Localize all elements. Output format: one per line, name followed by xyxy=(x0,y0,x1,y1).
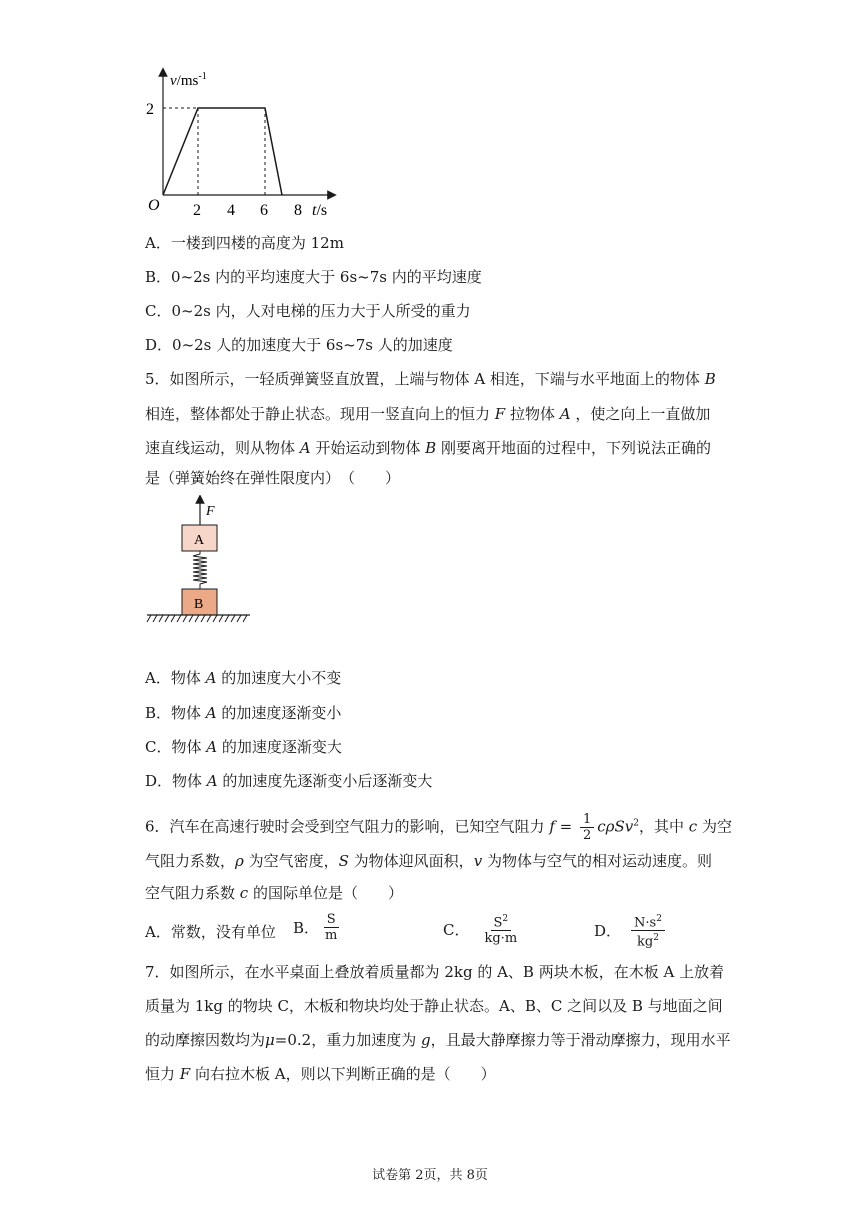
q5-option-b[interactable]: B．物体 A 的加速度逐渐变小 xyxy=(145,704,342,722)
q5-option-d[interactable]: D．物体 A 的加速度先逐渐变小后逐渐变大 xyxy=(145,772,433,790)
velocity-time-graph xyxy=(140,60,340,220)
q7-stem-line2: 质量为 1kg 的物块 C，木板和物块均处于静止状态。A、B、C 之间以及 B 与地面之间 xyxy=(145,997,723,1015)
q4-option-b[interactable]: B．0~2s 内的平均速度大于 6s~7s 内的平均速度 xyxy=(145,268,482,286)
formula-f: f xyxy=(549,817,555,836)
q5-stem-line2: 相连，整体都处于静止状态。现用一竖直向上的恒力 F 拉物体 A ，使之向上一直做加 xyxy=(145,405,711,423)
q7-stem-line4: 恒力 F 向右拉木板 A，则以下判断正确的是（ ） xyxy=(145,1065,496,1083)
x-tick-2: 2 xyxy=(193,202,201,219)
q5-option-a[interactable]: A．物体 A 的加速度大小不变 xyxy=(145,669,342,687)
force-label: F xyxy=(206,504,215,519)
q5-stem-line1: 5．如图所示，一轻质弹簧竖直放置，上端与物体 A 相连，下端与水平地面上的物体 B xyxy=(145,370,716,388)
spring xyxy=(193,551,207,589)
q7-stem-line3: 的动摩擦因数均为μ=0.2，重力加速度为 g，且最大静摩擦力等于滑动摩擦力，现用水平 xyxy=(145,1031,731,1049)
q6-option-d[interactable]: D． $\frac{N\cdot s^2}{kg^2}$ xyxy=(594,912,668,950)
formula-half: $\frac{1}{2}$ xyxy=(580,812,594,843)
block-b-label: B xyxy=(194,597,204,612)
formula-rest: cρSv xyxy=(597,817,634,836)
q4-option-a[interactable]: A．一楼到四楼的高度为 12m xyxy=(145,234,344,252)
q4-option-c[interactable]: C．0~2s 内，人对电梯的压力大于人所受的重力 xyxy=(145,302,471,320)
y-tick-2: 2 xyxy=(146,101,154,118)
spring-block-diagram xyxy=(145,495,255,630)
q7-stem-line1: 7．如图所示，在水平桌面上叠放着质量都为 2kg 的 A、B 两块木板，在木板 A 上放着 xyxy=(145,963,725,981)
block-a-label: A xyxy=(194,533,205,548)
q6-stem-line3: 空气阻力系数 c 的国际单位是（ ） xyxy=(145,884,403,902)
q6-option-a[interactable]: A．常数，没有单位 xyxy=(145,923,276,941)
x-tick-8: 8 xyxy=(294,202,302,219)
q6-stem-line2: 气阻力系数，ρ 为空气密度，S 为物体迎风面积，v 为物体与空气的相对运动速度。则 xyxy=(145,852,712,870)
q6-stem-line1: 6．汽车在高速行驶时会受到空气阻力的影响，已知空气阻力 f = $\frac{1}{2}$ cρSv$^2$，其中 c 为空 xyxy=(145,812,732,843)
q6-option-b[interactable]: B． $\frac{S}{m}$ xyxy=(293,912,338,943)
origin-label: O xyxy=(148,197,160,214)
x-axis-label: t/s xyxy=(312,202,328,219)
ground-hatching xyxy=(147,615,247,622)
q5-stem-line3: 速直线运动，则从物体 A 开始运动到物体 B 刚要离开地面的过程中，下列说法正确的 xyxy=(145,439,711,457)
page-footer: 试卷第 2页，共 8页 xyxy=(372,1168,488,1183)
q4-option-d[interactable]: D．0~2s 人的加速度大于 6s~7s 人的加速度 xyxy=(145,336,453,354)
q6-option-c[interactable]: C． $\frac{S^2}{kg\cdot m}$ xyxy=(443,914,518,947)
q5-option-c[interactable]: C．物体 A 的加速度逐渐变大 xyxy=(145,738,342,756)
y-axis-label: $v/ms^{-1}$ xyxy=(170,71,207,89)
x-tick-4: 4 xyxy=(227,202,235,219)
x-tick-6: 6 xyxy=(260,202,268,219)
velocity-curve xyxy=(163,108,282,195)
q5-stem-line4: 是（弹簧始终在弹性限度内） （ ） xyxy=(145,469,401,487)
